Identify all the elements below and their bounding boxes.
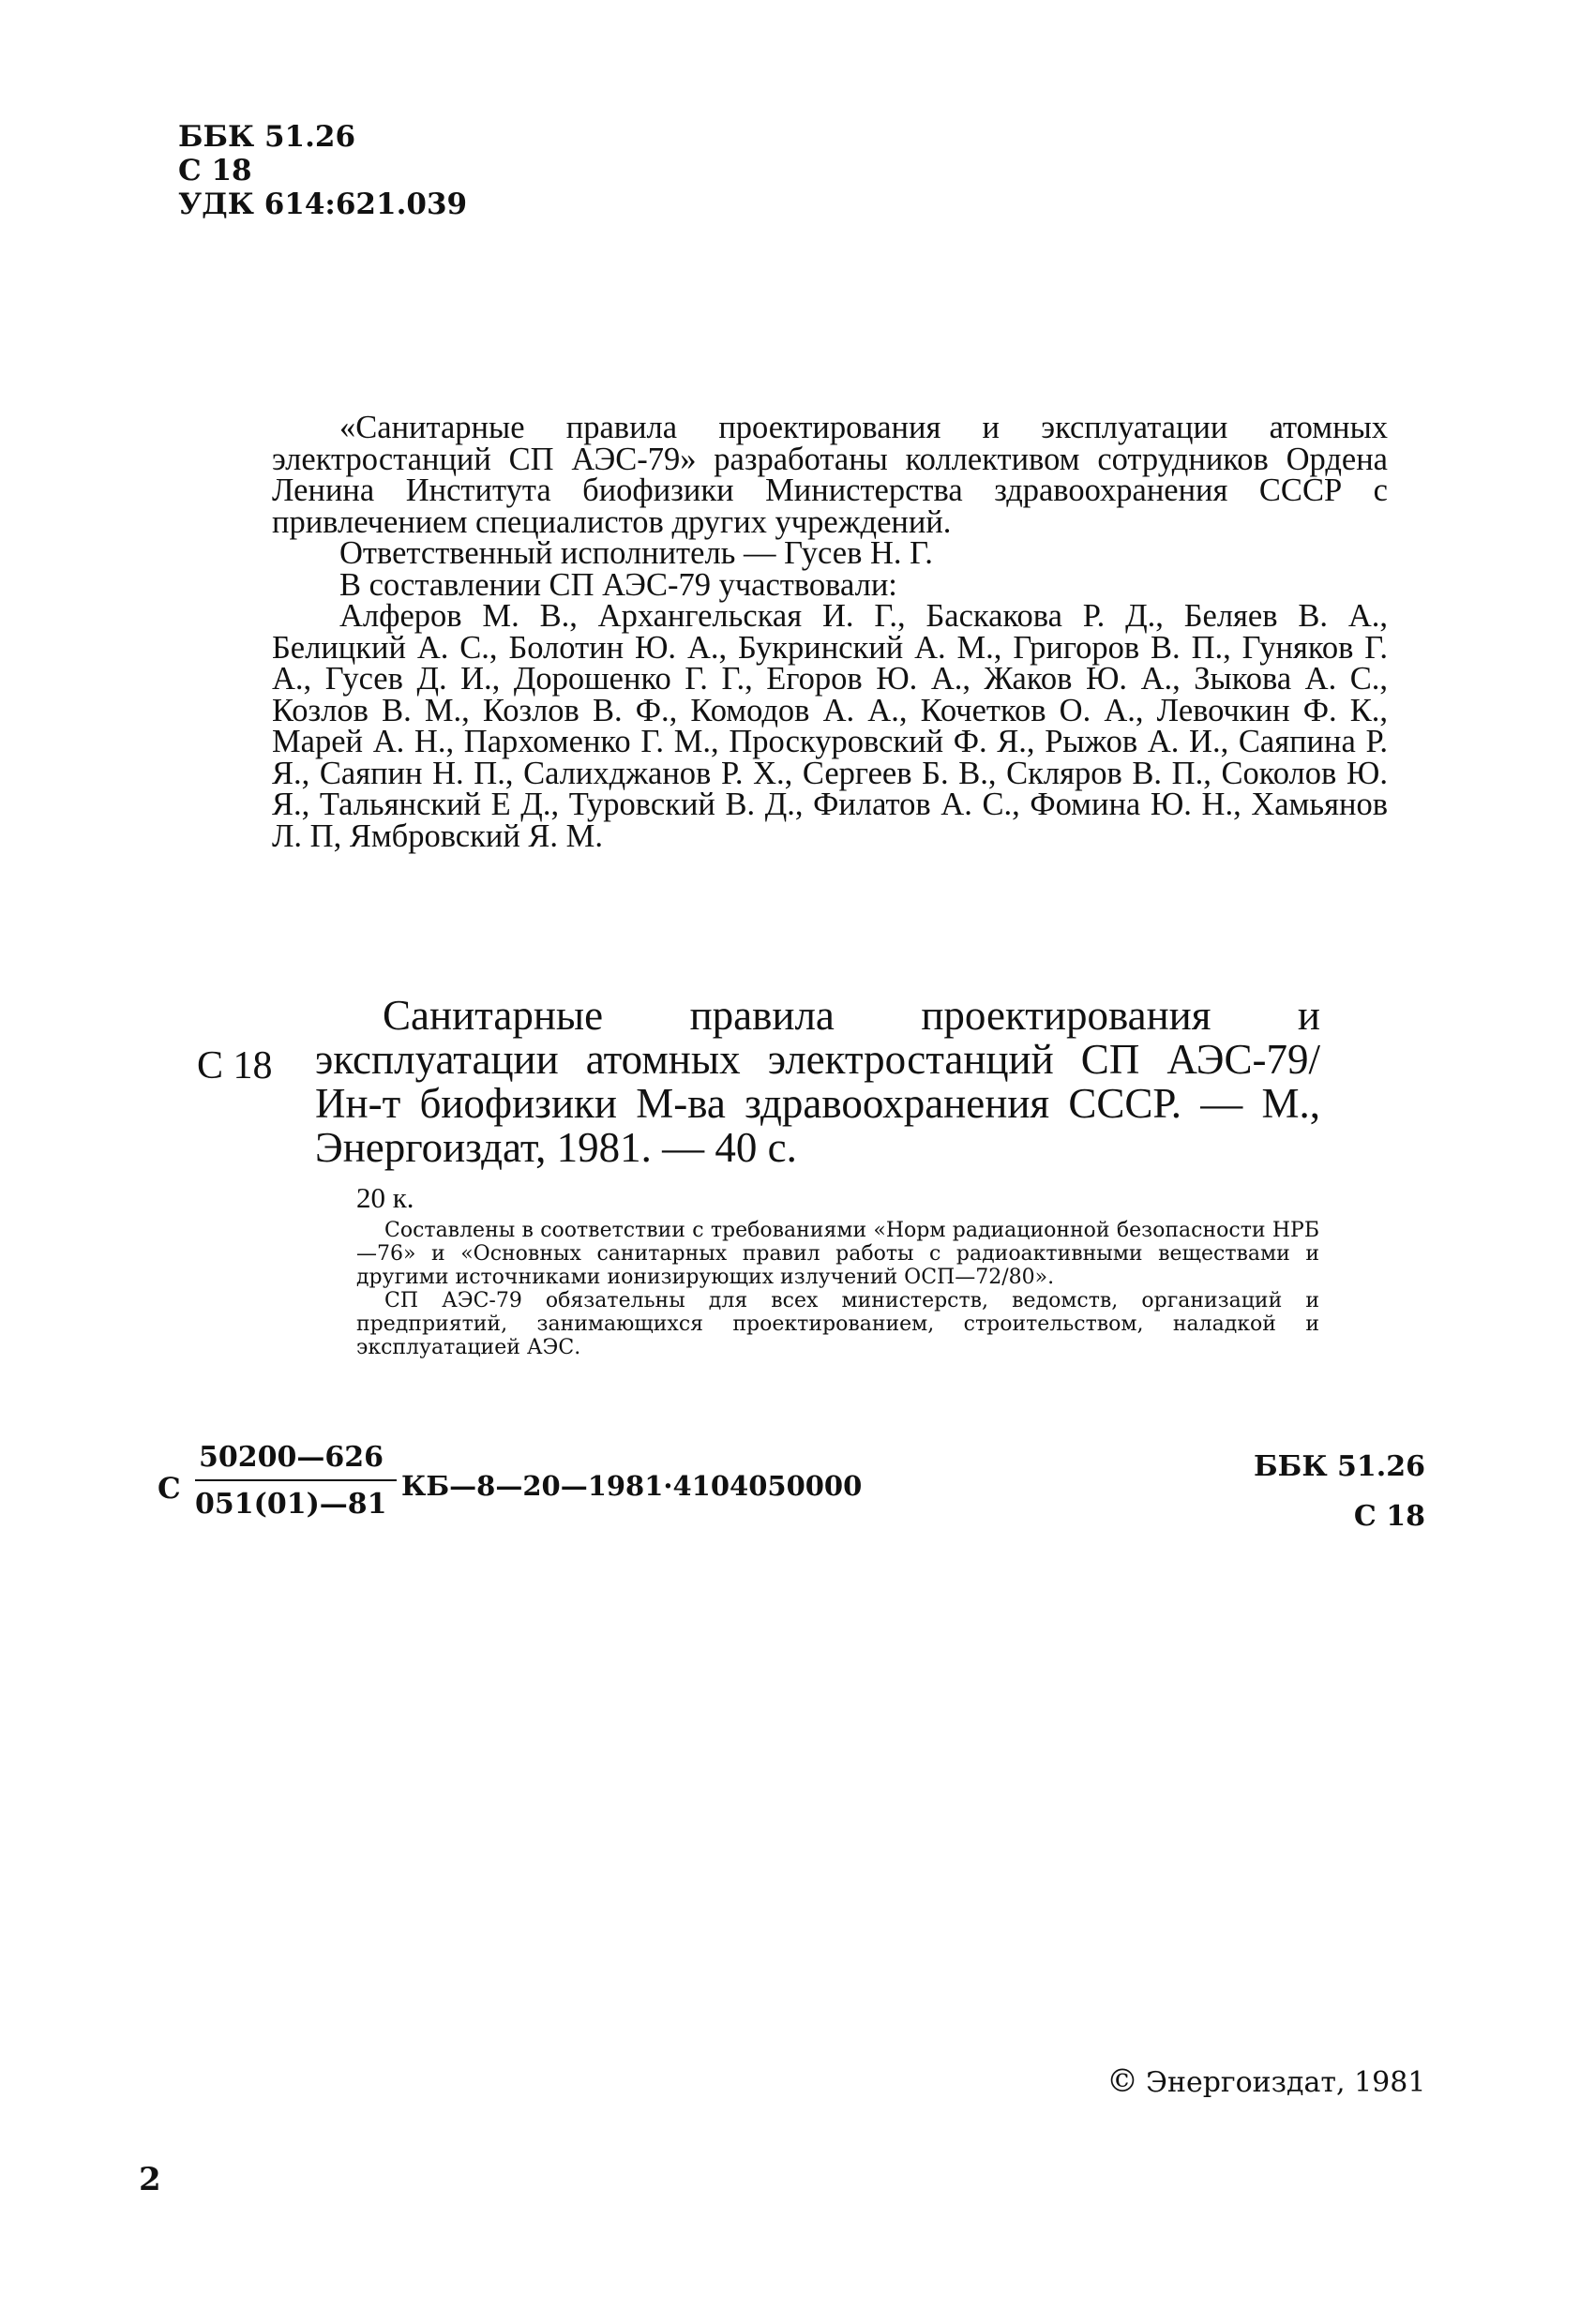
index-fraction xyxy=(195,1442,397,1521)
card-title-text: Санитарные правила проектирования и эксплуатации атомных электростанций СП АЭС-79/Ин-т биофизики М-ва здравоохранения СССР. — М., Энергоиздат, 1981. — 40 с. xyxy=(315,992,1320,1171)
index-letter: С xyxy=(158,1472,181,1506)
annotation xyxy=(356,1219,1319,1359)
kb-code: КБ—8—20—1981·4104050000 xyxy=(401,1470,863,1502)
index-numerator: 50200—626 xyxy=(199,1441,384,1474)
annotation-paragraph-1: Составлены в соответствии с требованиями «Норм радиационной безопасности НРБ—76» и «Основных санитарных правил работы с радиоактивными веществами и другими источниками ионизирующих излучений ОСП—72/80». xyxy=(356,1219,1319,1289)
index-denominator: 051(01)—81 xyxy=(195,1488,387,1521)
authorship-description xyxy=(272,412,1388,852)
classification-codes xyxy=(178,120,467,221)
bbk-code: ББК 51.26 xyxy=(178,120,356,154)
copyright-icon: © xyxy=(1106,2062,1138,2100)
card-title xyxy=(315,994,1320,1170)
participants-heading: В составлении СП АЭС-79 участвовали: xyxy=(339,566,897,603)
intro-paragraph: «Санитарные правила проектирования и эксплуатации атомных электростанций СП АЭС-79» разработаны коллективом сотрудников Ордена Ленина Института биофизики Министерства здравоохранения СССР с привлечением специалистов других учреждений. xyxy=(272,410,1388,540)
card-code: С 18 xyxy=(197,1044,273,1087)
page-number: 2 xyxy=(139,2161,161,2198)
c-code: С 18 xyxy=(178,154,252,187)
copyright xyxy=(1106,2062,1425,2100)
c-right: С 18 xyxy=(1353,1500,1425,1533)
annotation-paragraph-2: СП АЭС-79 обязательны для всех министерств, ведомств, организаций и предприятий, занимающихся проектированием, строительством, наладкой и эксплуатацией АЭС. xyxy=(356,1289,1319,1359)
participants-list: Алферов М. В., Архангельская И. Г., Баскакова Р. Д., Беляев В. А., Белицкий А. С., Болотин Ю. А., Букринский А. М., Григоров В. П., Гуняков Г. А., Гусев Д. И., Дорошенко Г. Г., Егоров Ю. А., Жаков Ю. А., Зыкова А. С., Козлов В. М., Козлов В. Ф., Комодов А. А., Кочетков О. А., Левочкин Ф. К., Марей А. Н., Пархоменко Г. М., Проскуровский Ф. Я., Рыжов А. И., Саяпина Р. Я., Саяпин Н. П., Салихджанов Р. Х., Сергеев Б. В., Скляров В. П., Соколов Ю. Я., Тальянский Е Д., Туровский В. Д., Филатов А. С., Фомина Ю. Н., Хамьянов Л. П, Ямбровский Я. М. xyxy=(272,598,1388,854)
copyright-text: Энергоиздат, 1981 xyxy=(1146,2066,1426,2099)
bbk-right: ББК 51.26 xyxy=(1254,1450,1425,1483)
bbk-right-block xyxy=(1247,1442,1425,1541)
udk-code: УДК 614:621.039 xyxy=(178,187,468,221)
responsible-paragraph: Ответственный исполнитель — Гусев Н. Г. xyxy=(339,535,933,571)
fraction-line xyxy=(195,1479,397,1481)
price: 20 к. xyxy=(356,1181,414,1214)
